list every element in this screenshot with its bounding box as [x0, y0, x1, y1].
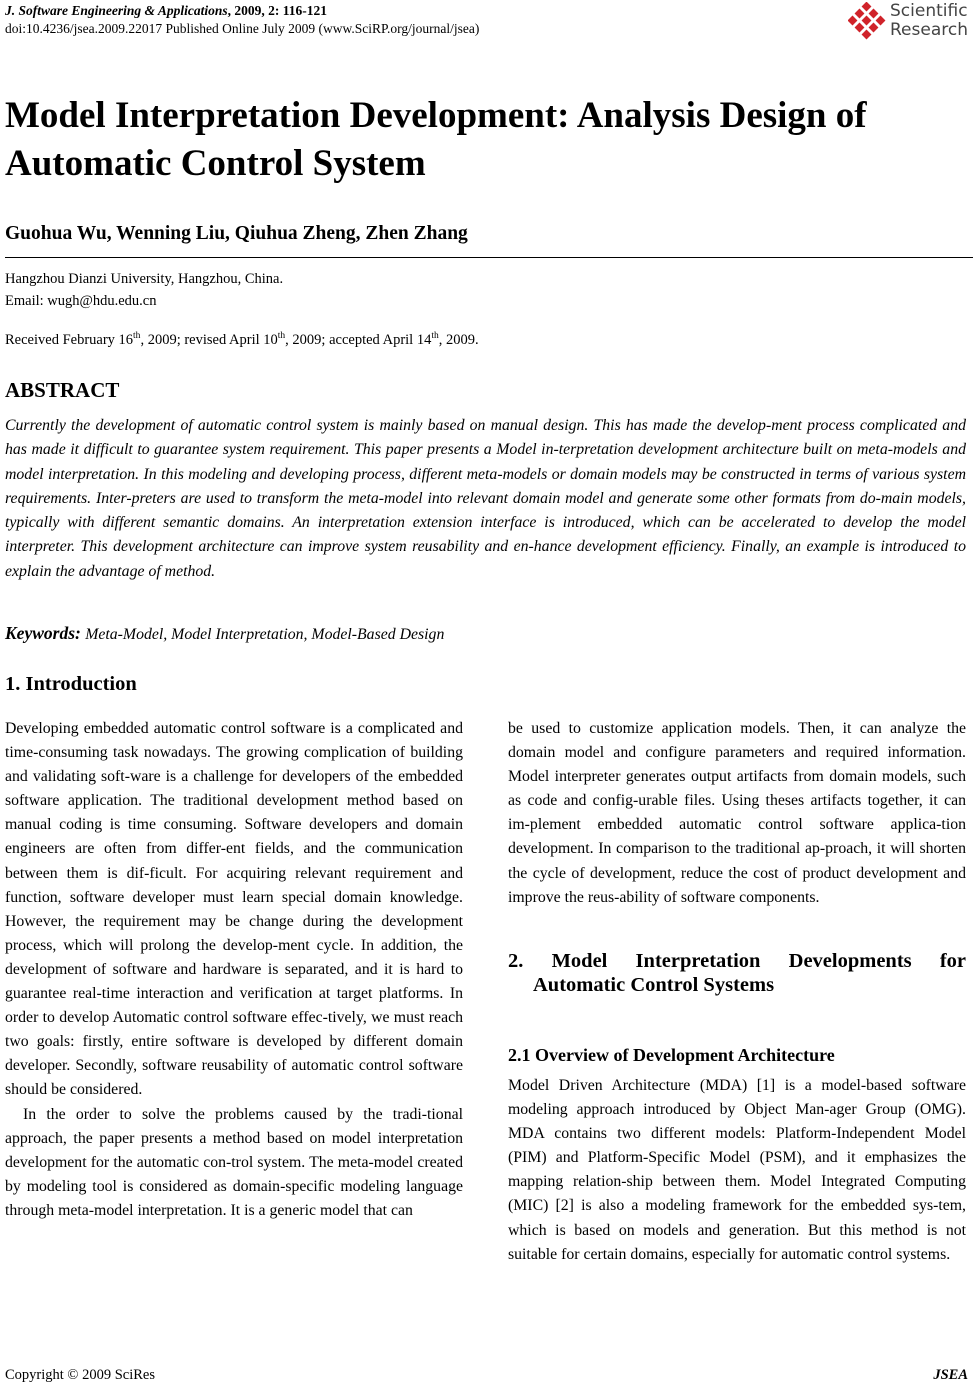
doi-line: doi:10.4236/jsea.2009.22017 Published Online July 2009 (www.SciRP.org/journal/jsea)	[5, 21, 480, 36]
intro-paragraph-2: In the order to solve the problems caused by the tradi-tional approach, the paper presents a method based on model interpretation development for the automatic con-trol system. The meta-model created by modeling tool is considered as domain-specific modeling language through meta-model interpretation. It is a generic model that can	[5, 1105, 463, 1219]
right-column-intro	[508, 717, 966, 910]
received-text-1: Received February 16	[5, 331, 134, 348]
paper-title: Model Interpretation Development: Analysis Design of Automatic Control System	[5, 95, 867, 184]
keywords-line	[5, 623, 444, 644]
journal-volume: , 2009, 2: 116-121	[227, 3, 328, 18]
keywords-values: Meta-Model, Model Interpretation, Model-Based Design	[85, 626, 445, 643]
keywords-colon: :	[75, 623, 86, 643]
section-heading-2-line1: 2. Model Interpretation Developments for	[508, 950, 966, 972]
intro-paragraph-1: Developing embedded automatic control software is a complicated and time-consuming task nowadays. The growing complication of building and validating soft-ware is a challenge for developers of the embedded software application. The traditional development method based on manual coding is time consuming. Software developers and domain engineers are often from differ-ent fields, and the communication between them is dif-ficult. For acquiring relevant requirement and function, software developer must learn special domain knowledge. However, the requirement may be change during the development process, which will prolong the develop-ment cycle. In addition, the development of software and hardware is separated, and it is hard to guarantee real-time interaction and verification at target platforms. In order to develop Automatic control software effec-tively, we must reach two goals: firstly, entire software is developed by different domain developer. Secondly, software reusability of automatic control software should be considered.	[5, 720, 463, 1099]
publisher-logo	[846, 0, 971, 44]
received-sup-1: th	[133, 331, 141, 341]
received-text-4: , 2009.	[438, 331, 479, 348]
footer-copyright: Copyright © 2009 SciRes	[5, 1367, 155, 1383]
header-divider	[5, 257, 973, 258]
journal-name: J. Software Engineering & Applications	[5, 3, 228, 18]
received-sup-3: th	[431, 331, 439, 341]
abstract-text: Currently the development of automatic control system is mainly based on manual design. This has made the develop-ment process complicated and has made it difficult to guarantee system requirement. This paper presents a Model in-terpretation development architecture built on meta-models and model interpretation. In this modeling and developing process, different meta-models or domain models may be constructed in terms of various system requirements. Inter-preters are used to transform the meta-model into relevant domain model and generate some other formats from do-main models, typically with different semantic domains. An interpretation extension interface is introduced, which can be accelerated to develop the model interpreter. This development architecture can improve system reusability and en-hance development efficiency. Finally, an example is introduced to explain the advantage of method.	[5, 417, 966, 580]
intro-paragraph-2-continued: be used to customize application models. Then, it can analyze the domain model and configure parameters and required information. Model interpreter generates output artifacts from domain models, such as code and config-urable files. Using theses artifacts together, it can im-plement embedded automatic control software applica-tion development. In comparison to the traditional ap-proach, it will shorten the cycle of development, reduce the cost of product development and improve the reus-ability of software components.	[508, 720, 966, 906]
affiliation: Hangzhou Dianzi University, Hangzhou, China.	[5, 271, 284, 287]
right-column-section-2-1	[508, 1074, 966, 1267]
received-sup-2: th	[277, 331, 286, 341]
email: Email: wugh@hdu.edu.cn	[5, 293, 157, 309]
logo-text-scientific: Scientific	[890, 1, 968, 21]
scientific-research-logo-icon	[848, 2, 886, 40]
received-dates	[5, 331, 479, 349]
footer-journal-abbr: JSEA	[933, 1367, 968, 1383]
section-heading-introduction: 1. Introduction	[5, 673, 137, 695]
subsection-heading-2-1: 2.1 Overview of Development Architecture	[508, 1045, 835, 1065]
received-text-3: , 2009; accepted April 14	[285, 331, 432, 348]
keywords-label: Keywords	[5, 623, 75, 643]
journal-citation	[5, 2, 327, 19]
affiliation-block	[5, 268, 283, 312]
section-heading-2	[508, 949, 966, 997]
section-2-1-paragraph-1: Model Driven Architecture (MDA) [1] is a model-based software modeling approach introduced by Object Man-ager Group (OMG). MDA contains two different models: Platform-Independent Model (PIM) and Platform-Specific Model (PSM), and it emphasizes the mapping relation-ship between them. Model Integrated Computing (MIC) [2] is also a modeling framework for the embedded sys-tem, which is based on models and generation. But this method is not suitable for certain domains, especially for automatic control systems.	[508, 1077, 966, 1263]
received-text-2: , 2009; revised April 10	[140, 331, 278, 348]
abstract-heading: ABSTRACT	[5, 378, 120, 402]
paper-authors: Guohua Wu, Wenning Liu, Qiuhua Zheng, Zhen Zhang	[5, 223, 468, 244]
section-heading-2-line2: Automatic Control Systems	[533, 974, 775, 996]
left-column	[5, 717, 463, 1223]
logo-text-research: Research	[890, 20, 968, 40]
